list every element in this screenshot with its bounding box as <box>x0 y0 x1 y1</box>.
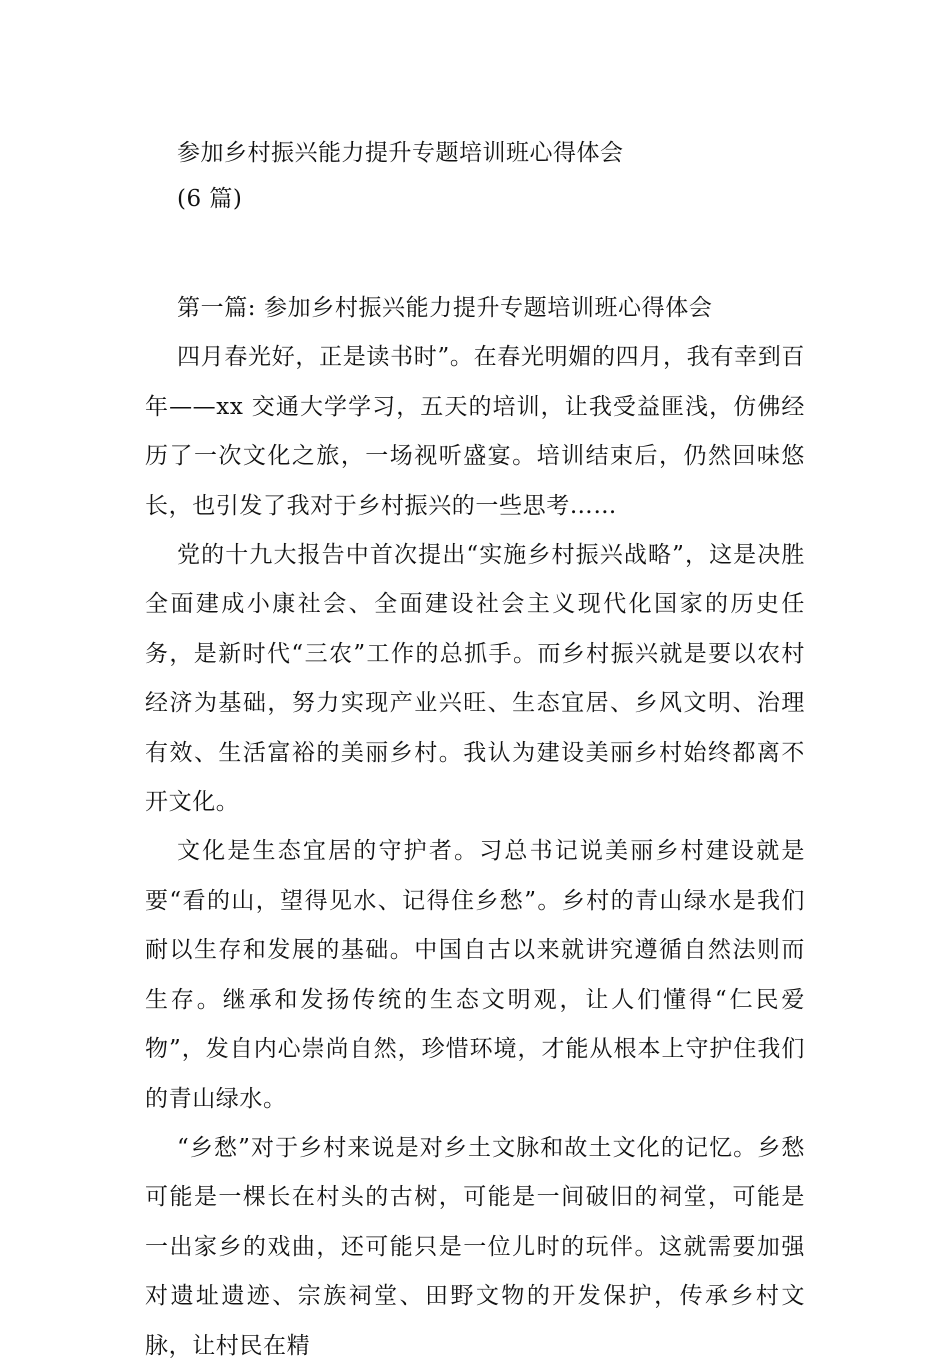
document-body <box>145 284 805 1371</box>
section-heading: 第一篇: 参加乡村振兴能力提升专题培训班心得体会 <box>177 295 713 321</box>
document-subtitle: (6 篇) <box>177 186 243 212</box>
document-title: 参加乡村振兴能力提升专题培训班心得体会 <box>177 140 624 166</box>
paragraph: 四月春光好，正是读书时”。在春光明媚的四月，我有幸到百年——xx 交通大学学习，五天的培训，让我受益匪浅，仿佛经历了一次文化之旅，一场视听盛宴。培训结束后，仍然回味悠长，也引发了我对于乡村振兴的一些思考…… <box>145 344 805 519</box>
paragraph: 党的十九大报告中首次提出“实施乡村振兴战略”，这是决胜全面建成小康社会、全面建设社会主义现代化国家的历史任务，是新时代“三农”工作的总抓手。而乡村振兴就是要以农村经济为基础，努力实现产业兴旺、生态宜居、乡风文明、治理有效、生活富裕的美丽乡村。我认为建设美丽乡村始终都离不开文化。 <box>145 542 805 816</box>
paragraph: “乡愁”对于乡村来说是对乡土文脉和故土文化的记忆。乡愁可能是一棵长在村头的古树，可能是一间破旧的祠堂，可能是一出家乡的戏曲，还可能只是一位儿时的玩伴。这就需要加强对遗址遗迹、宗族祠堂、田野文物的开发保护，传承乡村文脉，让村民在精 <box>145 1134 805 1359</box>
paragraph: 文化是生态宜居的守护者。习总书记说美丽乡村建设就是要“看的山，望得见水、记得住乡愁”。乡村的青山绿水是我们耐以生存和发展的基础。中国自古以来就讲究遵循自然法则而生存。继承和发扬传统的生态文明观，让人们懂得“仁民爱物”，发自内心崇尚自然，珍惜环境，才能从根本上守护住我们的青山绿水。 <box>145 838 805 1112</box>
